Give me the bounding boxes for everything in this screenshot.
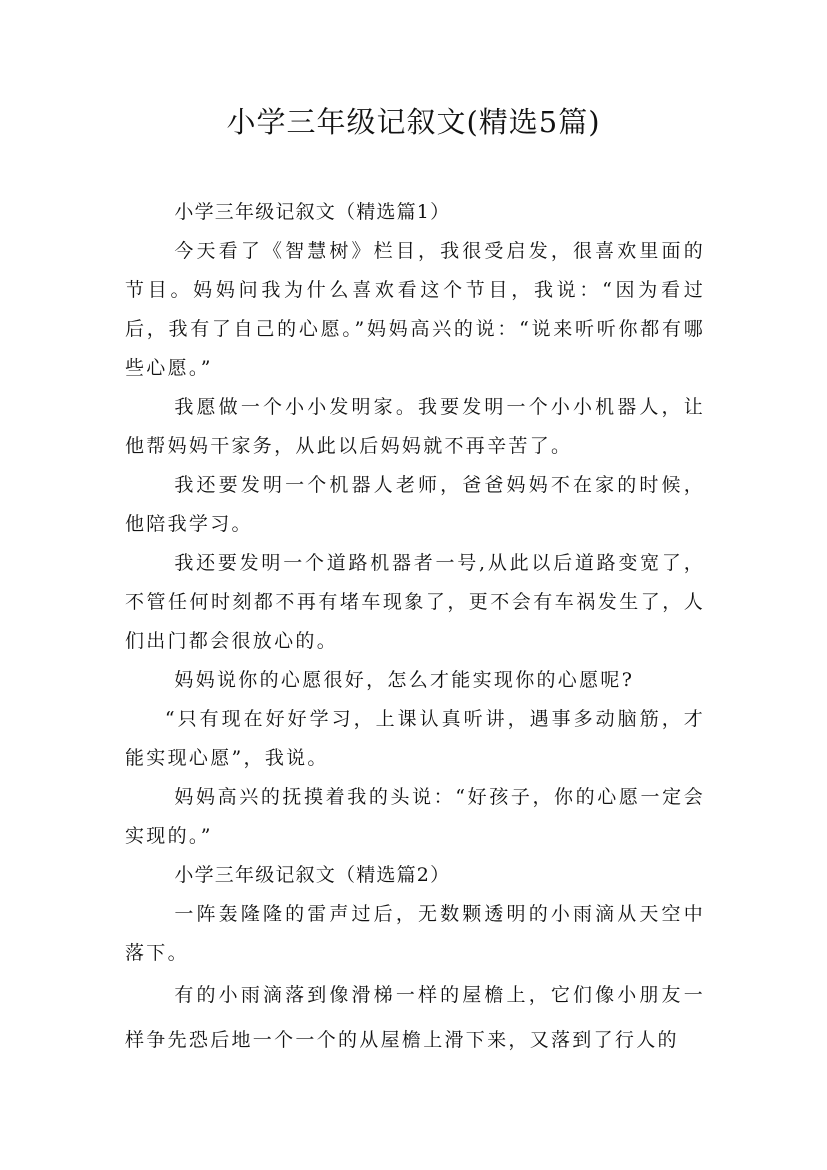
paragraph: 今天看了《智慧树》栏目，我很受启发，很喜欢里面的节目。妈妈问我为什么喜欢看这个节目，我说：“因为看过后，我有了自己的心愿。”妈妈高兴的说：“说来听听你都有哪些心愿。” xyxy=(125,240,705,379)
paragraph: 我还要发明一个道路机器者一号,从此以后道路变宽了，不管任何时刻都不再有堵车现象了，更不会有车祸发生了，人们出门都会很放心的。 xyxy=(125,552,705,652)
paragraph: 我愿做一个小小发明家。我要发明一个小小机器人，让他帮妈妈干家务，从此以后妈妈就不再辛苦了。 xyxy=(125,396,705,457)
paragraph: 一阵轰隆隆的雷声过后，无数颗透明的小雨滴从天空中落下。 xyxy=(125,903,705,964)
section-heading-1: 小学三年级记叙文（精选篇1） xyxy=(174,201,451,223)
paragraph: 有的小雨滴落到像滑梯一样的屋檐上，它们像小朋友一样争先恐后地一个一个的从屋檐上滑下来，又落到了行人的 xyxy=(125,984,705,1051)
paragraph: 妈妈高兴的抚摸着我的头说：“好孩子，你的心愿一定会实现的。” xyxy=(125,786,705,847)
paragraph: 我还要发明一个机器人老师，爸爸妈妈不在家的时候，他陪我学习。 xyxy=(125,474,705,535)
document-body xyxy=(125,193,705,1063)
document-title: 小学三年级记叙文(精选5篇) xyxy=(226,105,601,139)
section-heading-2: 小学三年级记叙文（精选篇2） xyxy=(174,864,451,886)
paragraph: “只有现在好好学习，上课认真听讲，遇事多动脑筋，才能实现心愿”，我说。 xyxy=(125,708,705,769)
paragraph: 妈妈说你的心愿很好，怎么才能实现你的心愿呢? xyxy=(174,669,635,691)
